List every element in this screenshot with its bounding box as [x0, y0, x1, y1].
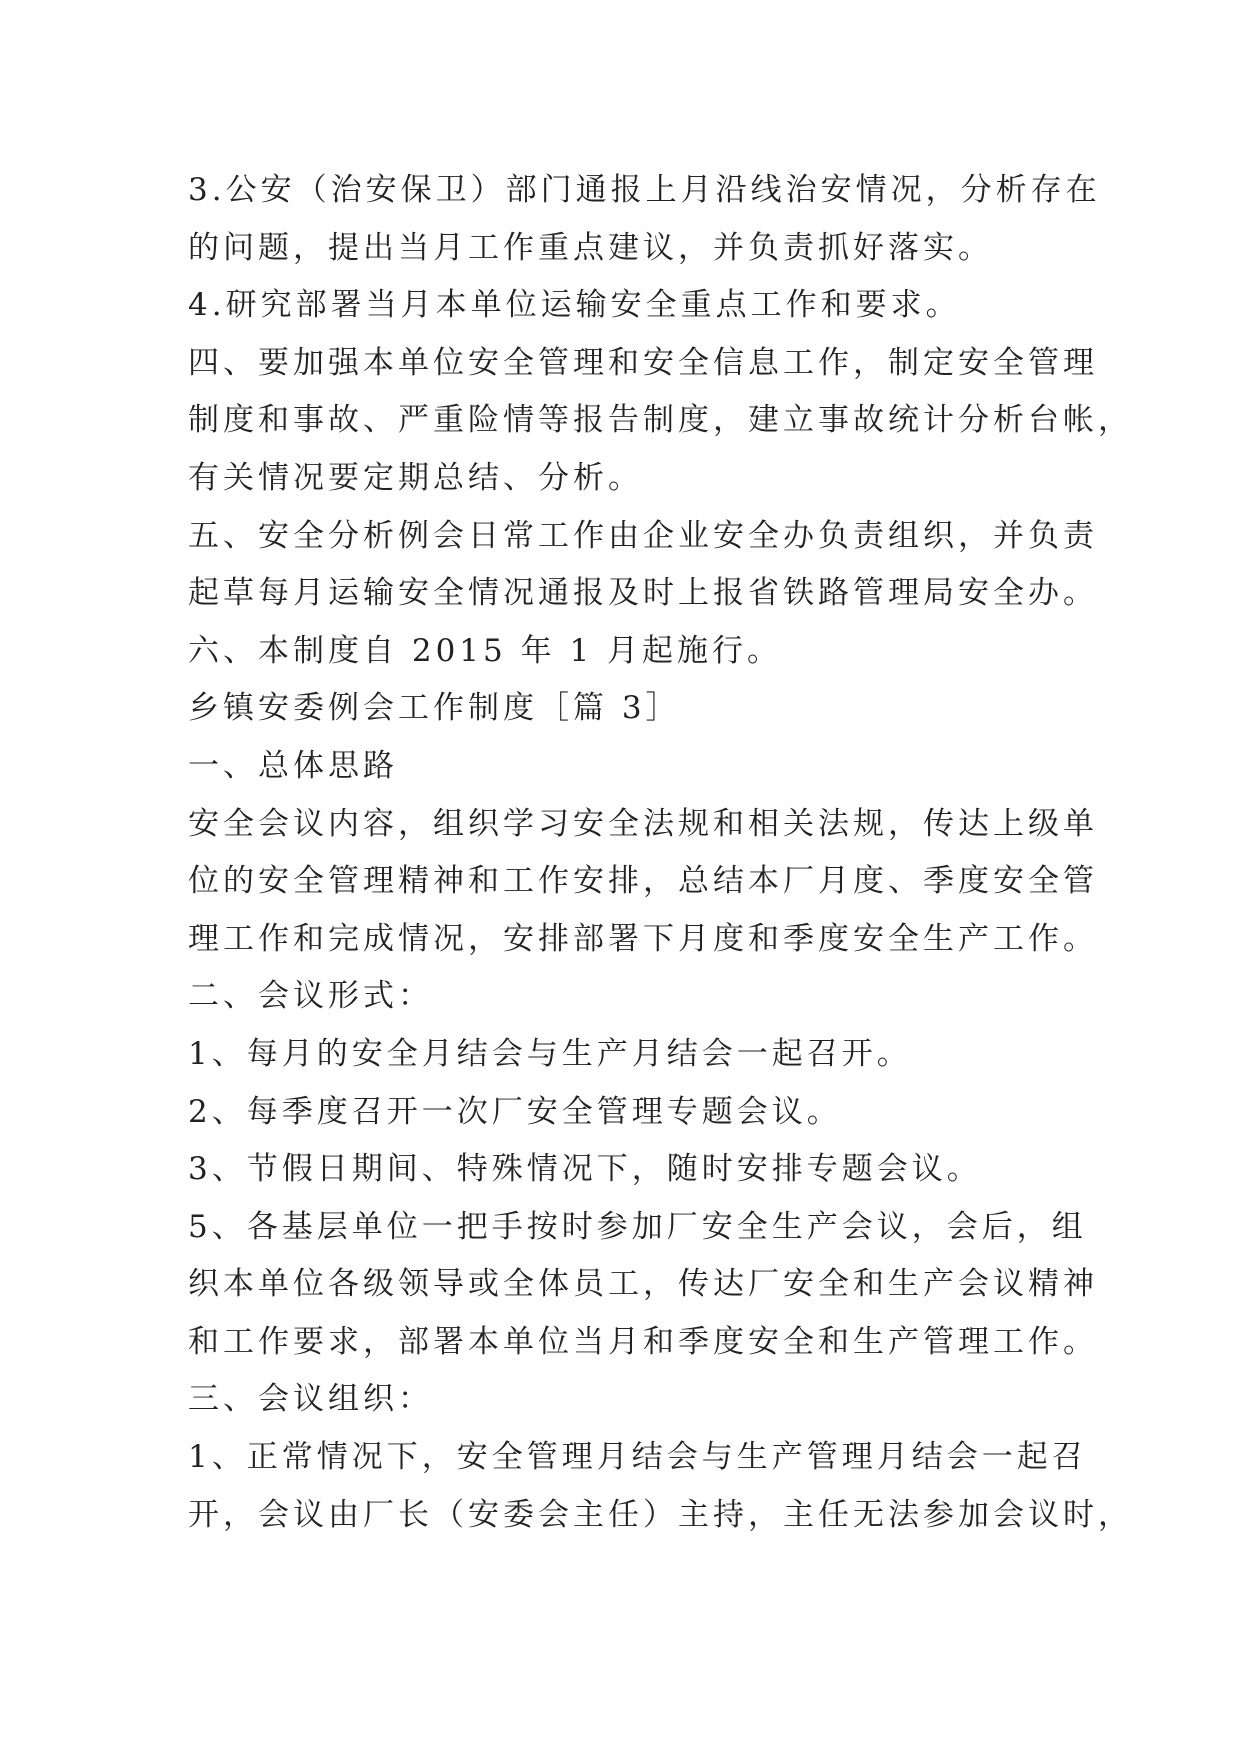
text-line: 五、安全分析例会日常工作由企业安全办负责组织，并负责	[188, 517, 1098, 554]
text-line: 4.研究部署当月本单位运输安全重点工作和要求。	[188, 287, 961, 324]
text-line: 开，会议由厂长（安委会主任）主持，主任无法参加会议时，	[188, 1496, 1133, 1533]
text-line: 1、每月的安全月结会与生产月结会一起召开。	[188, 1035, 912, 1072]
text-line: 起草每月运输安全情况通报及时上报省铁路管理局安全办。	[188, 575, 1098, 612]
text-line: 织本单位各级领导或全体员工，传达厂安全和生产会议精神	[188, 1266, 1098, 1303]
section-heading: 乡镇安委例会工作制度［篇 3］	[188, 690, 681, 727]
text-line: 制度和事故、严重险情等报告制度，建立事故统计分析台帐，	[188, 402, 1133, 439]
document-body	[188, 162, 1133, 1544]
text-line: 理工作和完成情况，安排部署下月度和季度安全生产工作。	[188, 920, 1098, 957]
text-line: 二、会议形式：	[188, 978, 433, 1015]
text-line: 的问题，提出当月工作重点建议，并负责抓好落实。	[188, 229, 993, 266]
text-line: 三、会议组织：	[188, 1381, 433, 1418]
text-line: 1、正常情况下，安全管理月结会与生产管理月结会一起召	[188, 1439, 1087, 1476]
text-line: 2、每季度召开一次厂安全管理专题会议。	[188, 1093, 842, 1130]
text-line: 和工作要求，部署本单位当月和季度安全和生产管理工作。	[188, 1323, 1098, 1360]
text-line: 5、各基层单位一把手按时参加厂安全生产会议，会后，组	[188, 1208, 1087, 1245]
text-line: 一、总体思路	[188, 747, 398, 784]
text-line: 位的安全管理精神和工作安排，总结本厂月度、季度安全管	[188, 863, 1098, 900]
text-line: 安全会议内容，组织学习安全法规和相关法规，传达上级单	[188, 805, 1098, 842]
text-line: 四、要加强本单位安全管理和安全信息工作，制定安全管理	[188, 344, 1098, 381]
text-line: 有关情况要定期总结、分析。	[188, 459, 643, 496]
text-line: 3、节假日期间、特殊情况下，随时安排专题会议。	[188, 1151, 982, 1188]
text-line: 六、本制度自 2015 年 1 月起施行。	[188, 632, 783, 669]
text-line: 3.公安（治安保卫）部门通报上月沿线治安情况，分析存在	[188, 172, 1101, 208]
